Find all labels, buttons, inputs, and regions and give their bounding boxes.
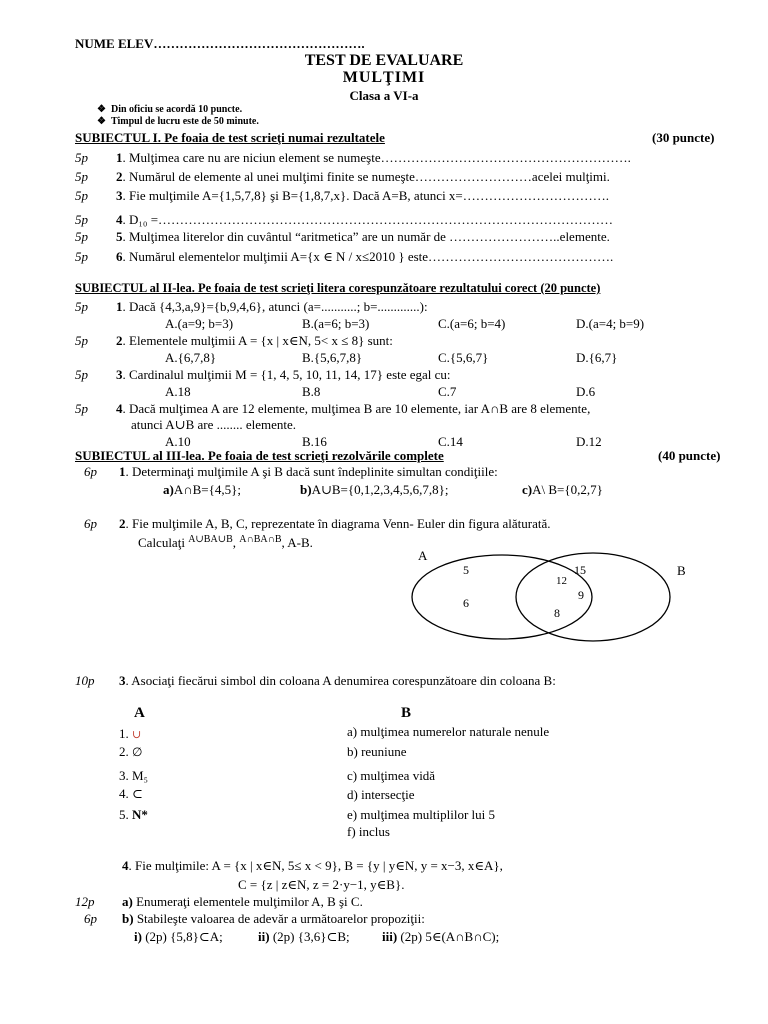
s1-item-2: 2. Numărul de elemente al unei mulţimi finite se numeşte………………………acelei mulţimi. bbox=[116, 169, 610, 184]
s1-item-5: 5. Mulţimea literelor din cuvântul “aritmetica” are un număr de ……………………..elemente. bbox=[116, 229, 610, 244]
col-b-item-b: b) reuniune bbox=[347, 744, 407, 759]
column-b-header: B bbox=[401, 705, 412, 721]
s2-q4-opt-a: A.10 bbox=[165, 434, 191, 449]
s2-q1-points: 5p bbox=[75, 299, 88, 314]
section-3-points: (40 puncte) bbox=[658, 448, 721, 463]
s3-q4b-prop-iii: iii) (2p) 5∈(A∩B∩C); bbox=[382, 929, 500, 944]
venn-set-a bbox=[412, 555, 592, 639]
s3-q1-cond-c: c)A\ B={0,2,7} bbox=[522, 482, 603, 497]
s1-item-2-points: 5p bbox=[75, 169, 88, 184]
s2-q1-opt-a: A.(a=9; b=3) bbox=[165, 316, 234, 331]
s3-q4b-prop-ii: ii) (2p) {3,6}⊂B; bbox=[258, 929, 350, 944]
venn-both-12: 12 bbox=[556, 575, 567, 587]
s3-q4b-prop-i: i) (2p) {5,8}⊂A; bbox=[134, 929, 223, 944]
s2-q4-opt-b: B.16 bbox=[302, 434, 327, 449]
s3-q2-points: 6p bbox=[84, 516, 97, 531]
s1-item-3: 3. Fie mulţimile A={1,5,7,8} şi B={1,8,7,x}. Dacă A=B, atunci x=……………………………. bbox=[116, 188, 610, 203]
s2-q2-opt-c: C.{5,6,7} bbox=[438, 350, 489, 365]
s2-q4-opt-d: D.12 bbox=[576, 434, 602, 449]
s2-q4: 4. Dacă mulţimea A are 12 elemente, mulţimea B are 10 elemente, iar A∩B are 8 elemente, bbox=[116, 401, 591, 416]
s3-q4a: a) Enumeraţi elementele mulţimilor A, B şi C. bbox=[122, 894, 363, 909]
venn-label-b: B bbox=[677, 563, 686, 578]
venn-b-only-15: 15 bbox=[574, 563, 586, 577]
section-1-heading: SUBIECTUL I. Pe foaia de test scrieţi numai rezultatele bbox=[75, 130, 385, 145]
s2-q2-points: 5p bbox=[75, 333, 88, 348]
venn-a-only-5: 5 bbox=[463, 563, 469, 577]
section-2-heading: SUBIECTUL al II-lea. Pe foaia de test scrieţi litera corespunzătoare rezultatului corect (20 puncte) bbox=[75, 281, 601, 295]
s3-q3: 3. Asociaţi fiecărui simbol din coloana A denumirea corespunzătoare din coloana B: bbox=[119, 673, 556, 688]
s3-q4-line2: C = {z | z∈N, z = 2·y−1, y∈B}. bbox=[238, 877, 405, 892]
s3-q4b-points: 6p bbox=[84, 911, 97, 926]
col-a-item-1: 1. ∪ bbox=[119, 726, 142, 741]
col-a-item-3: 3. M₅ bbox=[119, 768, 149, 783]
section-3-heading: SUBIECTUL al III-lea. Pe foaia de test scrieţi rezolvările complete bbox=[75, 448, 444, 463]
s1-item-6: 6. Numărul elementelor mulţimii A={x ∈ N / x≤2010 } este……………………………………. bbox=[116, 249, 614, 264]
s2-q4-points: 5p bbox=[75, 401, 88, 416]
col-b-item-d: d) intersecţie bbox=[347, 787, 415, 802]
s2-q3-opt-a: A.18 bbox=[165, 384, 191, 399]
s2-q2: 2. Elementele mulţimii A = {x | x∈N, 5< x ≤ 8} sunt: bbox=[116, 333, 393, 348]
s2-q3-opt-d: D.6 bbox=[576, 384, 596, 399]
s2-q3-opt-c: C.7 bbox=[438, 384, 457, 399]
s2-q2-opt-b: B.{5,6,7,8} bbox=[302, 350, 363, 365]
s2-q4-opt-c: C.14 bbox=[438, 434, 463, 449]
s3-q2: 2. Fie mulţimile A, B, C, reprezentate în diagrama Venn- Euler din figura alăturată. bbox=[119, 516, 551, 531]
s2-q2-opt-d: D.{6,7} bbox=[576, 350, 618, 365]
section-1-points: (30 puncte) bbox=[652, 130, 715, 145]
col-b-item-a: a) mulţimea numerelor naturale nenule bbox=[347, 724, 550, 739]
s1-item-4-points: 5p bbox=[75, 212, 88, 227]
s2-q3: 3. Cardinalul mulţimii M = {1, 4, 5, 10, 11, 14, 17} este egal cu: bbox=[116, 367, 451, 382]
column-a-header: A bbox=[134, 705, 145, 721]
s2-q1-opt-b: B.(a=6; b=3) bbox=[302, 316, 370, 331]
s3-q1: 1. Determinaţi mulţimile A şi B dacă sunt îndeplinite simultan condiţiile: bbox=[119, 464, 498, 479]
s3-q4b: b) Stabileşte valoarea de adevăr a următoarelor propoziţii: bbox=[122, 911, 425, 926]
s2-q3-opt-b: B.8 bbox=[302, 384, 321, 399]
col-a-item-5: 5. N* bbox=[119, 807, 148, 822]
s1-item-5-points: 5p bbox=[75, 229, 88, 244]
s1-item-3-points: 5p bbox=[75, 188, 88, 203]
s3-q4-line1: 4. Fie mulţimile: A = {x | x∈N, 5≤ x < 9}, B = {y | y∈N, y = x−3, x∈A}, bbox=[122, 858, 503, 873]
col-b-item-e: e) mulţimea multiplilor lui 5 bbox=[347, 807, 496, 822]
s3-q4a-points: 12p bbox=[75, 894, 95, 909]
bullet-1: ❖ Din oficiu se acordă 10 puncte. bbox=[97, 104, 243, 115]
col-a-item-2: 2. ∅ bbox=[119, 744, 143, 759]
s3-q1-points: 6p bbox=[84, 464, 97, 479]
student-name-line: NUME ELEV…………………………………………. bbox=[75, 36, 365, 51]
col-a-item-4: 4. ⊂ bbox=[119, 786, 143, 801]
bullet-2: ❖ Timpul de lucru este de 50 minute. bbox=[97, 116, 259, 127]
s2-q1-opt-c: C.(a=6; b=4) bbox=[438, 316, 506, 331]
test-subtitle: MULŢIMI bbox=[342, 69, 426, 86]
col-b-item-c: c) mulţimea vidă bbox=[347, 768, 436, 783]
calc-intersection-repeat: A∩B bbox=[260, 534, 282, 545]
s2-q4-line2: atunci A∪B are ........ elemente. bbox=[131, 417, 297, 432]
s3-q1-cond-a: a)A∩B={4,5}; bbox=[163, 482, 241, 497]
calc-union-repeat: A∪B bbox=[210, 534, 233, 545]
class-label: Clasa a VI-a bbox=[349, 88, 419, 103]
s2-q3-points: 5p bbox=[75, 367, 88, 382]
venn-diagram bbox=[400, 545, 700, 655]
col-b-item-f: f) inclus bbox=[347, 824, 390, 839]
s2-q2-opt-a: A.{6,7,8} bbox=[165, 350, 217, 365]
venn-label-a: A bbox=[418, 548, 428, 563]
diamond-bullet-icon: ❖ bbox=[97, 116, 106, 127]
venn-set-b bbox=[516, 553, 670, 641]
venn-both-8: 8 bbox=[554, 606, 560, 620]
s2-q1-opt-d: D.(a=4; b=9) bbox=[576, 316, 645, 331]
venn-a-only-6: 6 bbox=[463, 596, 469, 610]
s2-q1: 1. Dacă {4,3,a,9}={b,9,4,6}, atunci (a=...........; b=.............): bbox=[116, 299, 428, 314]
test-title: TEST DE EVALUARE bbox=[304, 52, 464, 69]
s1-item-1-points: 5p bbox=[75, 150, 88, 165]
s3-q3-points: 10p bbox=[75, 673, 95, 688]
s1-item-4: 4. D₁₀ =…………………………………………………………………………………………… bbox=[116, 212, 614, 227]
s1-item-1: 1. Mulţimea care nu are niciun element se numeşte…………………………………………………. bbox=[116, 150, 631, 165]
s3-q1-cond-b: b)A∪B={0,1,2,3,4,5,6,7,8}; bbox=[300, 482, 449, 497]
s3-q2-calc: Calculaţi $^{A\cup BA\cup B}$, $^{A\cap BA\cap B}$, A-B. bbox=[138, 534, 313, 550]
diamond-bullet-icon: ❖ bbox=[97, 104, 106, 115]
s1-item-6-points: 5p bbox=[75, 249, 88, 264]
venn-both-9: 9 bbox=[578, 588, 584, 602]
